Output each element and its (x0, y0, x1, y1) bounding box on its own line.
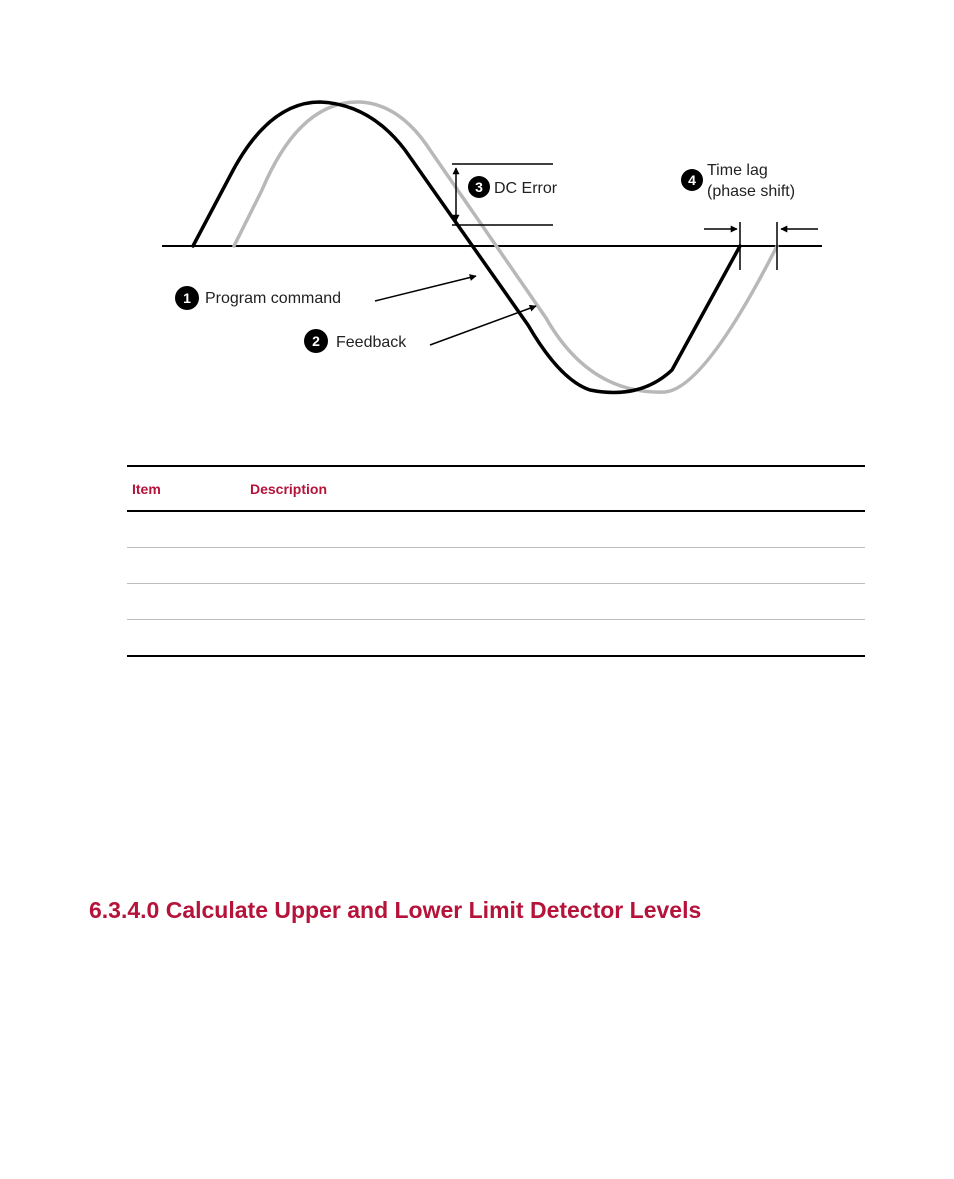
feedback-pointer (430, 306, 536, 345)
table-row (127, 511, 865, 548)
servo-waveform-diagram (0, 0, 954, 440)
program-command-curve (193, 102, 740, 393)
column-header-item: Item (127, 466, 245, 511)
badge-1-text: 1 (183, 290, 191, 306)
table-cell-description (245, 511, 865, 548)
program-command-pointer (375, 276, 476, 301)
table-cell-description (245, 548, 865, 584)
table-row (127, 620, 865, 657)
badge-3-text: 3 (475, 179, 483, 195)
column-header-description: Description (245, 466, 865, 511)
table-cell-item (127, 548, 245, 584)
table-cell-description (245, 620, 865, 657)
program-command-label: Program command (205, 290, 342, 307)
item-description-table (127, 465, 865, 657)
badge-4-text: 4 (688, 172, 696, 188)
section-heading: 6.3.4.0 Calculate Upper and Lower Limit Detector Levels (89, 897, 702, 923)
table-row (127, 548, 865, 584)
dc-error-label: DC Error (494, 180, 558, 197)
table-row (127, 584, 865, 620)
time-lag-label-line2: (phase shift) (707, 183, 796, 200)
badge-2-text: 2 (312, 333, 320, 349)
time-lag-label-line1: Time lag (707, 162, 768, 179)
table-cell-item (127, 511, 245, 548)
table-cell-description (245, 584, 865, 620)
feedback-label: Feedback (336, 334, 407, 351)
table-cell-item (127, 584, 245, 620)
table-cell-item (127, 620, 245, 657)
table-header-row (127, 466, 865, 511)
